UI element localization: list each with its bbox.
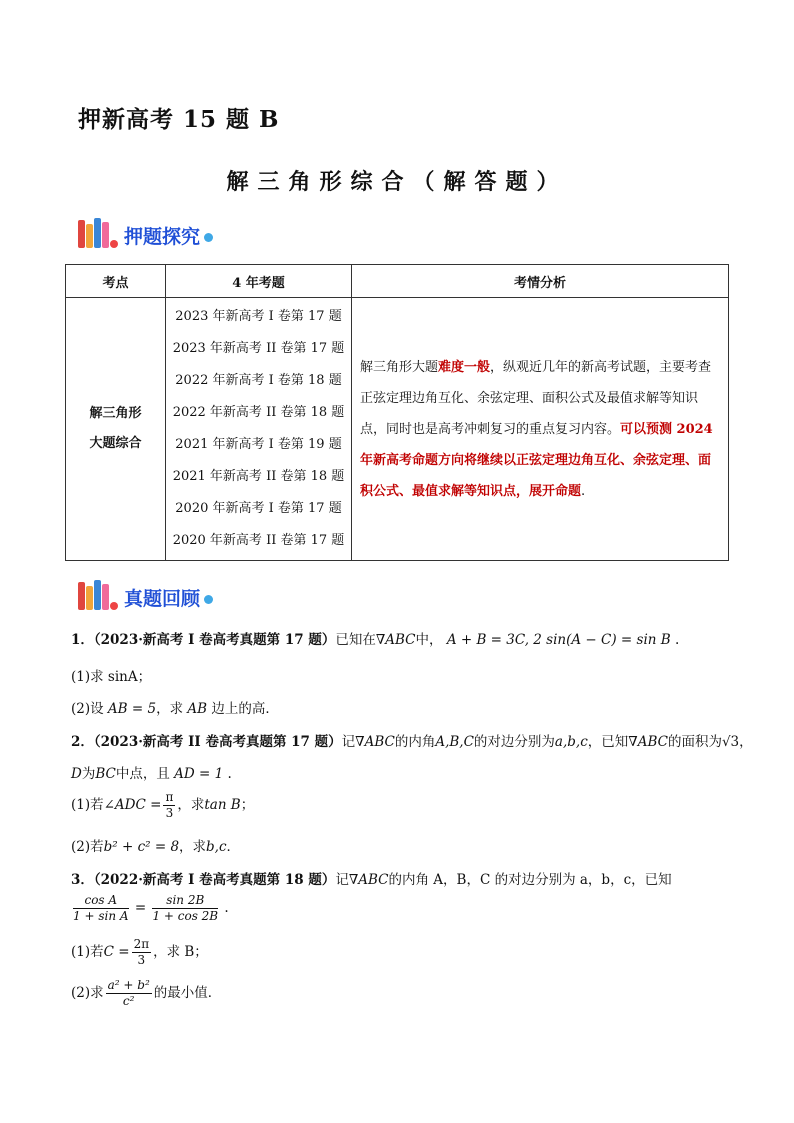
exam-item: 2023 年新高考 I 卷第 17 题: [175, 309, 342, 324]
math-formula: ∠ADC =: [103, 797, 162, 813]
math-text: a,b,c: [554, 734, 588, 750]
exam-item: 2021 年新高考 I 卷第 19 题: [175, 437, 342, 452]
question-text: ，求: [156, 701, 188, 717]
question-text: 为: [81, 766, 96, 782]
books-icon: [78, 218, 122, 248]
question-1-part-2: [71, 697, 279, 717]
fraction: [132, 937, 152, 968]
math-text: AB: [187, 701, 208, 717]
fraction-numerator: 2π: [133, 937, 150, 951]
exam-item: 2021 年新高考 II 卷第 18 题: [172, 469, 345, 484]
question-text: (2)若: [71, 839, 104, 855]
topic-cell: [66, 298, 166, 561]
table-row: [66, 298, 729, 561]
fraction-numerator: cos A: [73, 893, 129, 909]
math-formula: A + B = 3C, 2 sin(A − C) = sin B: [446, 632, 671, 648]
question-3-stem: [71, 868, 672, 888]
section-header-explore: [78, 214, 213, 248]
question-source: 1．（2023·新高考 I 卷高考真题第 17 题）: [71, 632, 336, 648]
question-text: (1)若: [71, 944, 104, 960]
analysis-highlight: 难度一般: [438, 359, 491, 375]
question-3-part-1: [71, 937, 208, 968]
question-text: ．: [226, 839, 241, 855]
document-subtitle: 解三角形综合（解答题）: [226, 169, 568, 195]
question-2-part-1: [71, 790, 254, 821]
fraction-denominator: 1 + cos 2B: [152, 909, 219, 923]
topic-line: 大题综合: [89, 436, 142, 451]
fraction-denominator: 1 + sin A: [73, 909, 129, 923]
analysis-highlight: 可以预测 2024 年新高考命题方向将继续以正弦定理边角互化、余弦定理、面积公式、最值求解等知识点，展开命题: [360, 421, 713, 499]
exam-list-cell: [166, 298, 352, 561]
triangle-icon: ∇: [375, 632, 386, 648]
question-3-part-2: [71, 978, 221, 1009]
question-text: 的对边分别为: [473, 734, 555, 750]
question-text: (2)设: [71, 701, 108, 717]
math-text: D: [71, 766, 82, 782]
question-1-part-1: (1)求 sinA；: [71, 669, 152, 685]
dot-icon: [204, 233, 213, 242]
math-text: ABC: [637, 734, 668, 750]
question-text: 边上的高．: [207, 701, 279, 717]
fraction: [73, 893, 129, 924]
question-source: 3．（2022·新高考 I 卷高考真题第 18 题）: [71, 872, 336, 888]
math-formula: AD = 1: [174, 766, 224, 782]
analysis-text: .: [581, 483, 586, 499]
exam-item: 2022 年新高考 I 卷第 18 题: [175, 373, 342, 388]
question-2-part-2: [71, 835, 240, 855]
math-formula: C =: [103, 944, 130, 960]
question-text: ，求 B；: [153, 944, 208, 960]
math-text: tan B: [204, 797, 241, 813]
table-header-row: [66, 265, 729, 298]
question-text: 记: [341, 734, 356, 750]
math-text: ABC: [385, 632, 416, 648]
table-header-cell: 4 年考题: [166, 265, 352, 298]
math-text: ABC: [364, 734, 395, 750]
question-text: 中，: [415, 632, 443, 648]
question-text: 的内角: [394, 734, 436, 750]
fraction: [106, 978, 152, 1009]
analysis-text: ，纵观近几年的新高考试题，主要考查正弦定理边角互化、余弦定理、面积公式及最值求解等知识点，同时也是高考冲刺复习的重点复习内容。: [360, 359, 712, 437]
question-3-equation: $\frac{\text{cos A}}{\text{1 + sin A}}$ = $\frac{\sin 2B}{1 + \cos 2B}$ .: [73, 893, 229, 923]
analysis-text: 解三角形大题: [360, 359, 439, 375]
document-title: 押新高考 15 题 B: [78, 106, 280, 133]
table-header-cell: 考点: [66, 265, 166, 298]
books-icon: [78, 580, 122, 610]
analysis-cell: [352, 298, 729, 561]
question-text: (1)若: [71, 797, 104, 813]
fraction-denominator: 3: [165, 806, 174, 820]
question-2-line-2: D为BC中点，且 AD = 1 .: [71, 766, 232, 782]
fraction-denominator: c²: [122, 994, 135, 1008]
question-text: 的内角 A，B，C 的对边分别为 a，b，c，已知: [388, 872, 672, 888]
fraction: [152, 893, 218, 924]
question-2-stem: 2．（2023·新高考 II 卷高考真题第 17 题）记∇ABC的内角A,B,C的对边分别为a,b,c，已知∇ABC的面积为√3，: [71, 734, 753, 750]
topic-line: 解三角形: [89, 406, 142, 421]
question-text: 的最小值．: [153, 985, 222, 1001]
math-formula: AB = 5: [107, 701, 157, 717]
fraction-denominator: 3: [137, 953, 146, 967]
table-header-cell: 考情分析: [352, 265, 729, 298]
fraction-numerator: π: [165, 790, 174, 804]
exam-item: 2020 年新高考 I 卷第 17 题: [175, 501, 342, 516]
triangle-icon: ∇: [355, 734, 365, 750]
exam-analysis-table: [65, 264, 729, 561]
math-text: BC: [95, 766, 116, 782]
math-text: ABC: [358, 872, 389, 888]
dot-icon: [204, 595, 213, 604]
question-text: 的面积为: [667, 734, 722, 750]
section-label-review: 真题回顾: [124, 588, 201, 610]
question-text: ，求: [179, 839, 207, 855]
section-header-review: [78, 576, 213, 610]
math-text: A,B,C: [435, 734, 474, 750]
math-formula: b² + c² = 8: [103, 839, 180, 855]
question-text: ；: [240, 797, 255, 813]
section-label-explore: 押题探究: [124, 226, 201, 248]
question-1-stem: 1．（2023·新高考 I 卷高考真题第 17 题）已知在∇ABC中， A + B = 3C, 2 sin(A − C) = sin B .: [71, 632, 680, 648]
question-text: (2)求: [71, 985, 104, 1001]
math-text: √3: [721, 734, 740, 750]
question-source: 2．（2023·新高考 II 卷高考真题第 17 题）: [71, 734, 342, 750]
fraction-numerator: a² + b²: [107, 978, 150, 992]
exam-item: 2020 年新高考 II 卷第 17 题: [172, 533, 345, 548]
math-text: b,c: [206, 839, 227, 855]
question-text: 中点，且: [115, 766, 170, 782]
fraction-numerator: sin 2B: [152, 893, 218, 909]
question-text: ，求: [177, 797, 205, 813]
question-text: 已知在: [335, 632, 376, 648]
question-text: ，已知: [587, 734, 629, 750]
fraction: [163, 790, 175, 821]
triangle-icon: ∇: [348, 872, 359, 888]
exam-item: 2022 年新高考 II 卷第 18 题: [172, 405, 345, 420]
exam-item: 2023 年新高考 II 卷第 17 题: [172, 341, 345, 356]
triangle-icon: ∇: [628, 734, 638, 750]
question-text: 记: [335, 872, 349, 888]
